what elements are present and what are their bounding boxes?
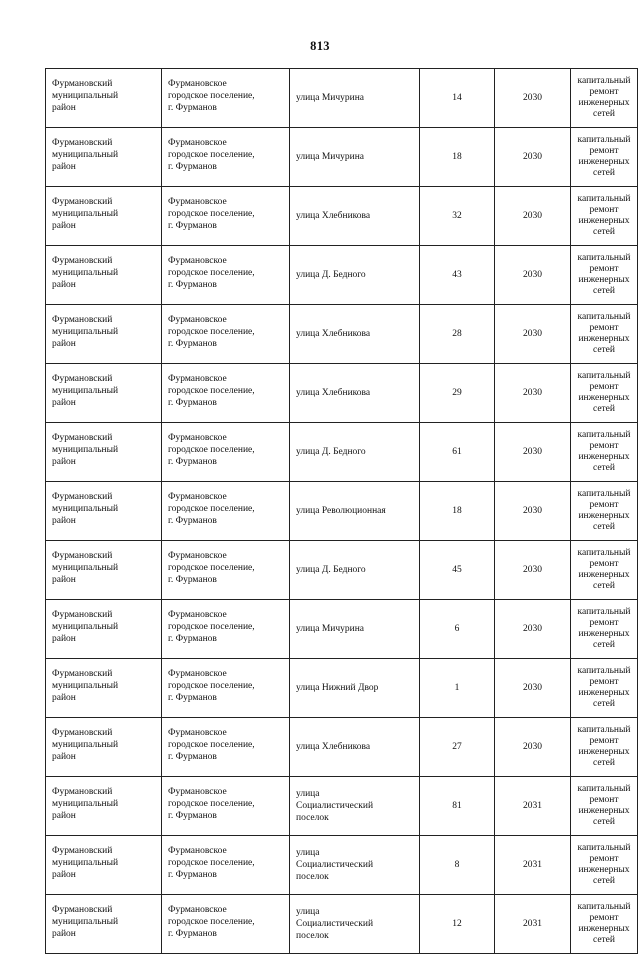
year-text: 2031 [523,800,542,811]
work-type-cell [571,718,638,777]
work-type-text: капитальный ремонт инженерных сетей [577,902,631,945]
house-number-text: 18 [452,505,462,516]
house-number-cell [420,187,495,246]
district-cell [46,364,162,423]
work-type-text: капитальный ремонт инженерных сетей [577,76,631,119]
year-cell [495,777,571,836]
house-number-cell [420,777,495,836]
year-cell [495,600,571,659]
year-text: 2030 [523,564,542,575]
street-text: улица Хлебникова [296,210,371,221]
street-cell [290,69,420,128]
settlement-cell [162,423,290,482]
year-cell [495,364,571,423]
street-text: улица Мичурина [296,92,365,103]
district-text: Фурмановский муниципальный район [52,846,119,881]
district-cell [46,423,162,482]
work-type-text: капитальный ремонт инженерных сетей [577,430,631,473]
house-number-text: 27 [452,741,462,752]
street-text: улица Социалистический поселок [296,788,374,824]
house-number-cell [420,69,495,128]
work-type-text: капитальный ремонт инженерных сетей [577,784,631,827]
settlement-text: Фурмановское городское поселение, г. Фурманов [168,256,255,291]
year-text: 2030 [523,446,542,457]
table-row [46,423,638,482]
year-text: 2030 [523,387,542,398]
table-row [46,895,638,954]
settlement-cell [162,482,290,541]
street-text: улица Социалистический поселок [296,906,374,942]
house-number-text: 43 [452,269,462,280]
table-row [46,836,638,895]
street-cell [290,895,420,954]
house-number-text: 29 [452,387,462,398]
year-cell [495,305,571,364]
settlement-text: Фурмановское городское поселение, г. Фурманов [168,197,255,232]
district-text: Фурмановский муниципальный район [52,610,119,645]
table-row [46,718,638,777]
house-number-text: 28 [452,328,462,339]
work-type-cell [571,423,638,482]
settlement-text: Фурмановское городское поселение, г. Фурманов [168,728,255,763]
house-number-text: 18 [452,151,462,162]
district-cell [46,305,162,364]
street-text: улица Социалистический поселок [296,847,374,883]
year-text: 2030 [523,623,542,634]
house-number-cell [420,364,495,423]
settlement-cell [162,246,290,305]
street-text: улица Д. Бедного [296,446,366,457]
district-text: Фурмановский муниципальный район [52,669,119,704]
year-text: 2030 [523,505,542,516]
work-type-text: капитальный ремонт инженерных сетей [577,548,631,591]
street-cell [290,659,420,718]
year-cell [495,128,571,187]
house-number-cell [420,305,495,364]
house-number-cell [420,541,495,600]
table-row [46,600,638,659]
table-row [46,777,638,836]
house-number-cell [420,246,495,305]
settlement-cell [162,187,290,246]
work-type-cell [571,600,638,659]
year-cell [495,836,571,895]
house-number-text: 12 [452,918,462,929]
year-text: 2030 [523,151,542,162]
work-type-text: капитальный ремонт инженерных сетей [577,607,631,650]
district-text: Фурмановский муниципальный район [52,492,119,527]
district-cell [46,187,162,246]
year-text: 2030 [523,269,542,280]
settlement-text: Фурмановское городское поселение, г. Фурманов [168,315,255,350]
table-body [46,69,638,954]
year-cell [495,187,571,246]
house-number-text: 61 [452,446,462,457]
settlement-text: Фурмановское городское поселение, г. Фурманов [168,787,255,822]
district-text: Фурмановский муниципальный район [52,551,119,586]
year-cell [495,541,571,600]
work-type-cell [571,187,638,246]
table-row [46,305,638,364]
settlement-cell [162,541,290,600]
district-text: Фурмановский муниципальный район [52,374,119,409]
street-text: улица Мичурина [296,623,365,634]
settlement-cell [162,305,290,364]
work-type-cell [571,836,638,895]
settlement-cell [162,128,290,187]
settlement-text: Фурмановское городское поселение, г. Фурманов [168,433,255,468]
year-text: 2031 [523,859,542,870]
district-cell [46,482,162,541]
settlement-text: Фурмановское городское поселение, г. Фурманов [168,374,255,409]
settlement-cell [162,69,290,128]
table-row [46,364,638,423]
work-type-text: капитальный ремонт инженерных сетей [577,312,631,355]
district-text: Фурмановский муниципальный район [52,728,119,763]
street-cell [290,836,420,895]
district-cell [46,128,162,187]
settlement-cell [162,364,290,423]
district-text: Фурмановский муниципальный район [52,315,119,350]
street-text: улица Д. Бедного [296,564,366,575]
district-text: Фурмановский муниципальный район [52,138,119,173]
district-cell [46,718,162,777]
year-cell [495,659,571,718]
district-cell [46,895,162,954]
work-type-cell [571,69,638,128]
work-type-text: капитальный ремонт инженерных сетей [577,253,631,296]
house-number-text: 81 [452,800,462,811]
settlement-text: Фурмановское городское поселение, г. Фурманов [168,138,255,173]
work-type-text: капитальный ремонт инженерных сетей [577,725,631,768]
street-cell [290,246,420,305]
year-cell [495,423,571,482]
district-text: Фурмановский муниципальный район [52,197,119,232]
work-type-cell [571,246,638,305]
district-text: Фурмановский муниципальный район [52,256,119,291]
district-cell [46,777,162,836]
work-type-cell [571,659,638,718]
settlement-text: Фурмановское городское поселение, г. Фурманов [168,846,255,881]
table-row [46,187,638,246]
work-type-cell [571,482,638,541]
street-text: улица Хлебникова [296,741,371,752]
settlement-cell [162,777,290,836]
district-text: Фурмановский муниципальный район [52,787,119,822]
house-number-cell [420,482,495,541]
settlement-text: Фурмановское городское поселение, г. Фурманов [168,610,255,645]
district-cell [46,69,162,128]
district-cell [46,246,162,305]
street-cell [290,187,420,246]
house-number-cell [420,128,495,187]
street-cell [290,423,420,482]
work-type-text: капитальный ремонт инженерных сетей [577,666,631,709]
work-type-text: капитальный ремонт инженерных сетей [577,135,631,178]
house-number-cell [420,600,495,659]
year-text: 2030 [523,741,542,752]
district-cell [46,600,162,659]
settlement-text: Фурмановское городское поселение, г. Фурманов [168,905,255,940]
street-cell [290,777,420,836]
table-row [46,246,638,305]
year-cell [495,718,571,777]
work-type-cell [571,128,638,187]
street-text: улица Д. Бедного [296,269,366,280]
house-number-text: 45 [452,564,462,575]
street-cell [290,482,420,541]
street-cell [290,600,420,659]
street-text: улица Нижний Двор [296,682,379,693]
street-cell [290,128,420,187]
year-text: 2030 [523,92,542,103]
house-number-cell [420,895,495,954]
year-text: 2030 [523,210,542,221]
settlement-text: Фурмановское городское поселение, г. Фурманов [168,79,255,114]
table-row [46,128,638,187]
street-cell [290,364,420,423]
street-cell [290,718,420,777]
year-text: 2031 [523,918,542,929]
table-row [46,69,638,128]
settlement-cell [162,718,290,777]
year-cell [495,482,571,541]
settlement-cell [162,600,290,659]
district-cell [46,659,162,718]
street-cell [290,541,420,600]
year-cell [495,895,571,954]
work-type-cell [571,895,638,954]
work-type-cell [571,777,638,836]
house-number-text: 1 [454,682,460,693]
house-number-text: 8 [454,859,460,870]
house-number-text: 6 [454,623,460,634]
work-type-text: капитальный ремонт инженерных сетей [577,371,631,414]
settlement-text: Фурмановское городское поселение, г. Фурманов [168,492,255,527]
year-cell [495,246,571,305]
work-type-cell [571,364,638,423]
table-row [46,659,638,718]
table-row [46,482,638,541]
year-cell [495,69,571,128]
street-cell [290,305,420,364]
district-cell [46,836,162,895]
work-type-text: капитальный ремонт инженерных сетей [577,194,631,237]
street-text: улица Хлебникова [296,328,371,339]
house-number-cell [420,718,495,777]
work-type-cell [571,305,638,364]
district-cell [46,541,162,600]
district-text: Фурмановский муниципальный район [52,905,119,940]
street-text: улица Мичурина [296,151,365,162]
street-text: улица Революционная [296,505,386,516]
house-number-text: 32 [452,210,462,221]
street-text: улица Хлебникова [296,387,371,398]
settlement-cell [162,895,290,954]
page-number: 813 [310,39,330,53]
district-text: Фурмановский муниципальный район [52,433,119,468]
year-text: 2030 [523,682,542,693]
house-number-cell [420,423,495,482]
district-text: Фурмановский муниципальный район [52,79,119,114]
house-number-cell [420,836,495,895]
work-type-text: капитальный ремонт инженерных сетей [577,843,631,886]
settlement-cell [162,836,290,895]
settlement-text: Фурмановское городское поселение, г. Фурманов [168,669,255,704]
house-number-cell [420,659,495,718]
table-row [46,541,638,600]
house-number-text: 14 [452,92,462,103]
housing-register-table [45,68,638,954]
work-type-text: капитальный ремонт инженерных сетей [577,489,631,532]
year-text: 2030 [523,328,542,339]
settlement-cell [162,659,290,718]
settlement-text: Фурмановское городское поселение, г. Фурманов [168,551,255,586]
work-type-cell [571,541,638,600]
